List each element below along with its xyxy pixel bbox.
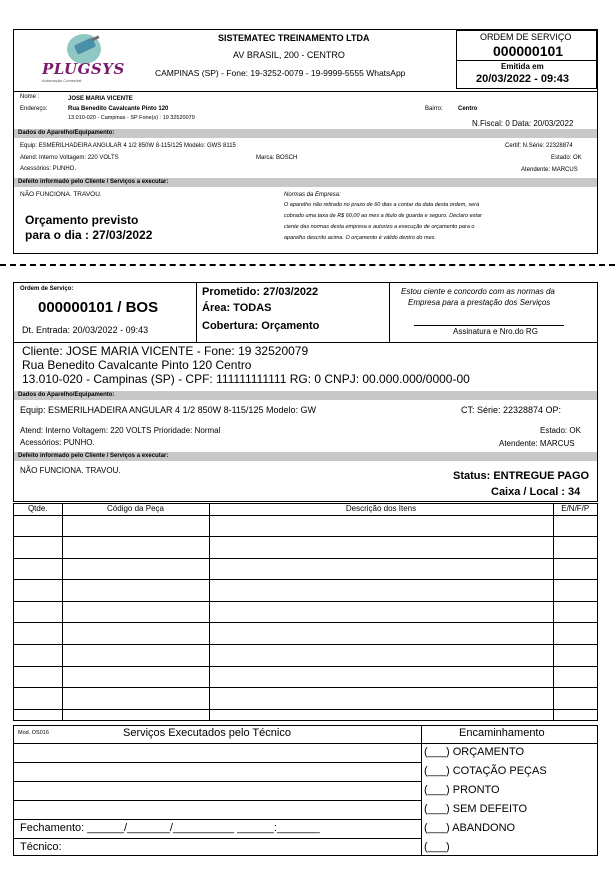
stub-atendente: Atendente: MARCUS xyxy=(499,439,575,448)
table-row xyxy=(14,558,597,580)
table-row xyxy=(14,709,597,720)
stub-equip: Equip: ESMERILHADEIRA ANGULAR 4 1/2 850W 8-115/125 Modelo: GW xyxy=(20,405,316,415)
parts-table xyxy=(13,503,598,721)
routing-option-blank[interactable]: (___) xyxy=(424,841,450,853)
device-atendente: Atendente: MARCUS xyxy=(521,167,578,173)
stub-client-line-3: 13.010-020 - Campinas (SP) - CPF: 111111111111 RG: 0 CNPJ: 00.000.000/0000-00 xyxy=(22,372,470,386)
client-city-line: 13.010-020 - Campinas - SP Fone(s) : 19 32520079 xyxy=(68,115,195,121)
stub-agree-line-1: Estou ciente e concordo com as normas da xyxy=(401,287,555,296)
client-address-label: Endereço: xyxy=(20,106,48,112)
routing-option-sem-defeito[interactable]: (___) SEM DEFEITO xyxy=(424,803,528,815)
stub-acessorios: Acessórios: PUNHO. xyxy=(20,438,95,447)
stub-client-line-1: Cliente: JOSE MARIA VICENTE - Fone: 19 32520079 xyxy=(22,344,309,358)
column-header-descricao: Descrição dos Itens xyxy=(209,504,553,515)
routing-title: Encaminhamento xyxy=(459,727,545,739)
table-header-row xyxy=(14,504,597,515)
company-address: AV BRASIL, 200 - CENTRO xyxy=(233,50,345,60)
device-section-header: Dados do Aparelho/Equipamento: xyxy=(14,129,597,138)
device-certif: Certif: N.Série: 22328874 xyxy=(505,143,573,149)
stub-order-number: 000000101 / BOS xyxy=(38,299,159,316)
company-name: SISTEMATEC TREINAMENTO LTDA xyxy=(218,33,370,43)
stub-cobertura: Cobertura: Orçamento xyxy=(202,320,320,332)
emitted-label: Emitida em xyxy=(501,62,544,71)
rules-line: aparelho descrito acima. O orçamento é válido dentro do mes. xyxy=(284,235,436,241)
fechamento-line: Fechamento: ______/_______/__________ ______:_______ xyxy=(20,822,320,834)
stub-order-label: Ordem de Serviço: xyxy=(20,286,74,292)
device-equip: Equip: ESMERILHADEIRA ANGULAR 4 1/2 850W 8-115/125 Modelo: GWS 8115 xyxy=(20,143,236,149)
stub-signature-label: Assinatura e Nro.do RG xyxy=(453,327,538,336)
stub-entry-date: Dt. Entrada: 20/03/2022 - 09:43 xyxy=(22,325,149,335)
budget-line-1: Orçamento previsto xyxy=(25,213,139,227)
client-bairro: Centro xyxy=(458,106,478,112)
stub-defect-header: Defeito informado pelo Cliente / Serviços a executar: xyxy=(14,452,597,461)
routing-option-cotacao[interactable]: (___) COTAÇÃO PEÇAS xyxy=(424,765,547,777)
services-section xyxy=(13,725,598,856)
order-number: 000000101 xyxy=(493,43,564,59)
stub-caixa: Caixa / Local : 34 xyxy=(491,486,581,498)
stub-device-header: Dados do Aparelho/Equipamento: xyxy=(14,391,597,400)
table-row xyxy=(14,537,597,559)
services-title: Serviços Executados pelo Técnico xyxy=(123,727,291,739)
client-name: JOSE MARIA VICENTE xyxy=(68,96,133,102)
routing-option-abandono[interactable]: (___) ABANDONO xyxy=(424,822,516,834)
client-name-label: Nome : xyxy=(20,94,40,100)
column-header-enfp: E/N/F/P xyxy=(553,504,597,515)
cut-line xyxy=(0,264,615,266)
device-estado: Estado: OK xyxy=(551,155,582,161)
stub-serie: CT: Série: 22328874 OP: xyxy=(461,405,562,415)
order-title: ORDEM DE SERVIÇO xyxy=(480,32,572,42)
rules-line: cobrado uma taxa de R$ 60,00 ao mes a titulo de guarda e seguro. Declaro estar xyxy=(284,213,482,219)
signature-line xyxy=(414,325,564,326)
company-city-phone: CAMPINAS (SP) - Fone: 19-3252-0079 - 19-9999-5555 WhatsApp xyxy=(155,68,406,78)
column-header-codigo: Código da Peça xyxy=(62,504,209,515)
stub-estado: Estado: OK xyxy=(540,426,581,435)
tecnico-label: Técnico: xyxy=(20,841,62,853)
column-header-qtde: Qtde. xyxy=(27,504,48,514)
stub-prometido: Prometido: 27/03/2022 xyxy=(202,286,319,298)
budget-line-2: para o dia : 27/03/2022 xyxy=(25,228,153,242)
rules-line: ciente das normas desta empresa e autorizo a execução de orçamento para o xyxy=(284,224,475,230)
client-bairro-label: Bairro: xyxy=(425,106,443,112)
logo-tagline: Automação Comercial xyxy=(42,78,82,83)
table-row xyxy=(14,580,597,602)
device-marca: Marca: BOSCH xyxy=(256,155,298,161)
device-acessorios: Acessórios: PUNHO. xyxy=(20,166,77,172)
rules-line: O aparelho não retirado no prazo de 60 dias a contar da data desta ordem, será xyxy=(284,202,480,208)
table-row xyxy=(14,644,597,666)
services-mod: Mod. OS016 xyxy=(18,730,49,736)
client-address: Rua Benedito Cavalcante Pinto 120 xyxy=(68,106,169,112)
table-row xyxy=(14,515,597,537)
stub-agree-line-2: Empresa para a prestação dos Serviços xyxy=(408,298,551,307)
table-row xyxy=(14,666,597,688)
table-row xyxy=(14,601,597,623)
stub-defect: NÃO FUNCIONA. TRAVOU. xyxy=(20,466,121,475)
routing-option-pronto[interactable]: (___) PRONTO xyxy=(424,784,500,796)
client-nfiscal: N.Fiscal: 0 Data: 20/03/2022 xyxy=(472,119,574,128)
rules-title: Normas da Empresa: xyxy=(284,192,341,198)
table-row xyxy=(14,688,597,710)
routing-option-orcamento[interactable]: (___) ORÇAMENTO xyxy=(424,746,525,758)
stub-status: Status: ENTREGUE PAGO xyxy=(453,470,590,482)
logo-text: PLUGSYS xyxy=(42,60,125,78)
stub-atend: Atend: Interno Voltagem: 220 VOLTS Prioridade: Normal xyxy=(20,426,221,435)
plugsys-logo xyxy=(38,32,130,86)
device-atend: Atend: Interno Voltagem: 220 VOLTS xyxy=(20,155,119,161)
defect-text: NÃO FUNCIONA. TRAVOU. xyxy=(20,191,102,198)
stub-client-line-2: Rua Benedito Cavalcante Pinto 120 Centro xyxy=(22,358,252,372)
stub-area: Área: TODAS xyxy=(202,302,272,314)
defect-section-header: Defeito informado pelo Cliente / Serviços a executar: xyxy=(14,178,597,187)
emitted-date: 20/03/2022 - 09:43 xyxy=(476,73,569,85)
table-row xyxy=(14,623,597,645)
